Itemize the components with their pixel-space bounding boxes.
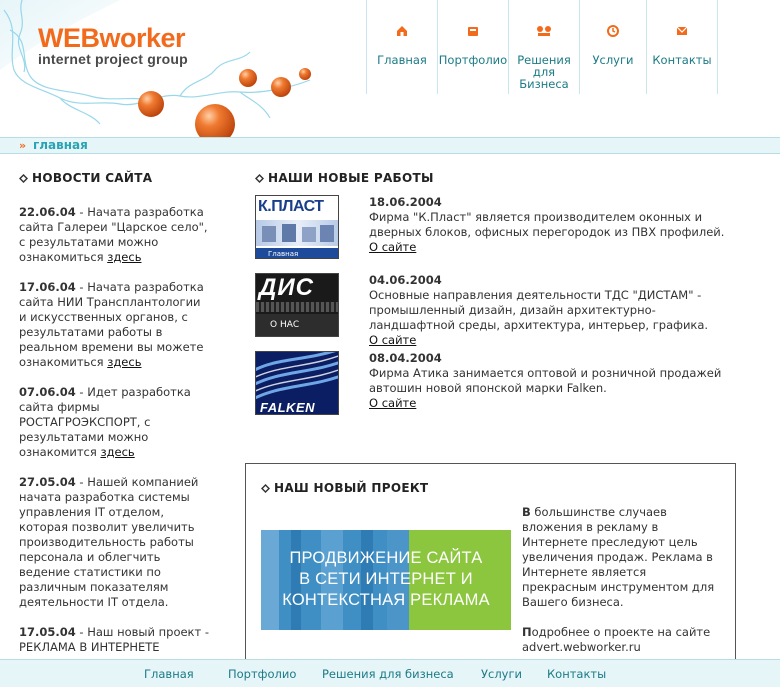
logo[interactable] [38, 24, 188, 66]
project-heading-text: НАШ НОВЫЙ ПРОЕКТ [274, 481, 429, 495]
work-date: 04.06.2004 [369, 273, 442, 287]
project-heading [261, 481, 428, 495]
footer-link-services[interactable]: Услуги [481, 667, 523, 681]
dropcap: В [522, 505, 531, 519]
breadcrumb-arrows-icon: » [19, 139, 27, 152]
news-text: - Нашей компанией начата разработка системы управления IT отделом, которая позволит увеличить производительность работы персонала и облегчить ведение статистики по различным показателям деятельности IT отдела. [19, 475, 199, 609]
nav-portfolio[interactable] [437, 0, 508, 94]
portfolio-icon [466, 24, 480, 38]
news-item [19, 475, 211, 610]
breadcrumb-current: главная [33, 138, 88, 152]
news-item [19, 280, 211, 370]
nav-services[interactable] [579, 0, 646, 94]
news-date: 22.06.04 [19, 205, 76, 219]
services-icon [606, 24, 620, 38]
work-date: 18.06.2004 [369, 195, 442, 209]
project-description [522, 505, 722, 655]
work-thumbnail-kplast[interactable] [255, 195, 339, 259]
news-date: 27.05.04 [19, 475, 76, 489]
works-heading-text: НАШИ НОВЫЕ РАБОТЫ [268, 171, 434, 185]
footer-link-contacts[interactable]: Контакты [547, 667, 607, 681]
news-item [19, 205, 211, 265]
work-item [255, 194, 735, 272]
work-item [255, 350, 735, 428]
work-text [369, 195, 729, 255]
thumb-title: К.ПЛАСТ [258, 198, 324, 215]
thumb-caption: О НАС [270, 320, 300, 330]
diamond-bullet-icon [255, 174, 264, 183]
thumb-title: FALKEN [260, 400, 315, 415]
work-description: Фирма Атика занимается оптовой и розничной продажей автошин новой японской марки Falken. [369, 366, 722, 395]
news-date: 17.06.04 [19, 280, 76, 294]
works-list [255, 194, 735, 428]
news-text: - Идет разработка сайта фирмы РОСТАГРОЭКСПОРТ, с результатами можно ознакомится [19, 385, 191, 459]
news-here-link[interactable]: здесь [107, 355, 142, 369]
banner-line: ПРОДВИЖЕНИЕ САЙТА [289, 549, 483, 567]
work-item [255, 272, 735, 350]
news-text: - Начата разработка сайта НИИ Трансплантологии и искусственных органов, с результатами работы в реальном времени вы можете ознакомиться [19, 280, 204, 369]
nav-home[interactable] [366, 0, 437, 94]
business-icon [536, 24, 552, 38]
news-heading-text: НОВОСТИ САЙТА [32, 171, 153, 185]
news-date: 07.06.04 [19, 385, 76, 399]
work-text [369, 273, 729, 348]
new-project-box [245, 463, 736, 663]
news-item [19, 385, 211, 460]
work-description: Основные направления деятельности ТДС "ДИСТАМ" - промышленный дизайн, дизайн архитектурно-ландшафтной среды, архитектура, интерьер, графика. [369, 288, 709, 332]
diamond-bullet-icon [19, 174, 28, 183]
work-description: Фирма "К.Пласт" является производителем оконных и дверных блоков, офисных перегородок из ПВХ профилей. [369, 210, 725, 239]
nav-contacts[interactable] [646, 0, 718, 94]
nav-label: Контакты [652, 53, 712, 67]
promo-banner-text [261, 548, 511, 611]
main-nav [366, 0, 718, 94]
dropcap: П [522, 625, 532, 639]
footer-link-home[interactable]: Главная [144, 667, 194, 681]
thumb-caption: Главная [268, 250, 299, 258]
breadcrumb [0, 137, 780, 154]
about-site-link[interactable]: О сайте [369, 396, 417, 410]
news-heading [19, 171, 152, 185]
works-heading [255, 171, 434, 185]
home-icon [395, 24, 409, 38]
nav-business[interactable] [508, 0, 579, 94]
about-site-link[interactable]: О сайте [369, 333, 417, 347]
news-text: - Начата разработка сайта Галереи "Царское село", с результатами можно ознакомиться [19, 205, 208, 264]
news-here-link[interactable]: здесь [107, 250, 142, 264]
news-item [19, 625, 211, 655]
work-date: 08.04.2004 [369, 351, 442, 365]
nav-label: Решения для Бизнеса [517, 53, 571, 91]
news-date: 17.05.04 [19, 625, 76, 639]
work-thumbnail-falken[interactable] [255, 351, 339, 415]
logo-subtitle: internet project group [38, 51, 188, 67]
header-decoration [0, 0, 366, 137]
nav-label: Портфолио [438, 53, 508, 67]
contacts-icon [675, 24, 689, 38]
news-text: - Наш новый проект - РЕКЛАМА В ИНТЕРНЕТЕ [19, 625, 210, 654]
work-thumbnail-distam[interactable] [255, 273, 339, 337]
thumb-title: ДИС [259, 274, 314, 301]
diamond-bullet-icon [261, 484, 270, 493]
project-more-text: одробнее о проекте на сайте advert.webworker.ru [522, 625, 711, 654]
news-list [19, 205, 211, 670]
banner-line: В СЕТИ ИНТЕРНЕТ И [299, 570, 473, 588]
promo-banner[interactable] [261, 530, 511, 630]
project-text: большинстве случаев вложения в рекламу в Интернете преследуют цель увеличения продаж. Реклама в Интернете является прекрасным инструментом для Вашего бизнеса. [522, 505, 715, 609]
nav-label: Главная [377, 53, 427, 67]
about-site-link[interactable]: О сайте [369, 240, 417, 254]
logo-title: WEBworker [38, 23, 186, 53]
banner-line: КОНТЕКСТНАЯ РЕКЛАМА [282, 591, 490, 609]
site-footer [0, 659, 780, 687]
nav-label: Услуги [592, 53, 634, 67]
footer-link-portfolio[interactable]: Портфолио [228, 667, 297, 681]
footer-link-business[interactable]: Решения для бизнеса [322, 667, 454, 681]
work-text [369, 351, 729, 411]
news-here-link[interactable]: здесь [100, 445, 135, 459]
site-header [0, 0, 780, 137]
